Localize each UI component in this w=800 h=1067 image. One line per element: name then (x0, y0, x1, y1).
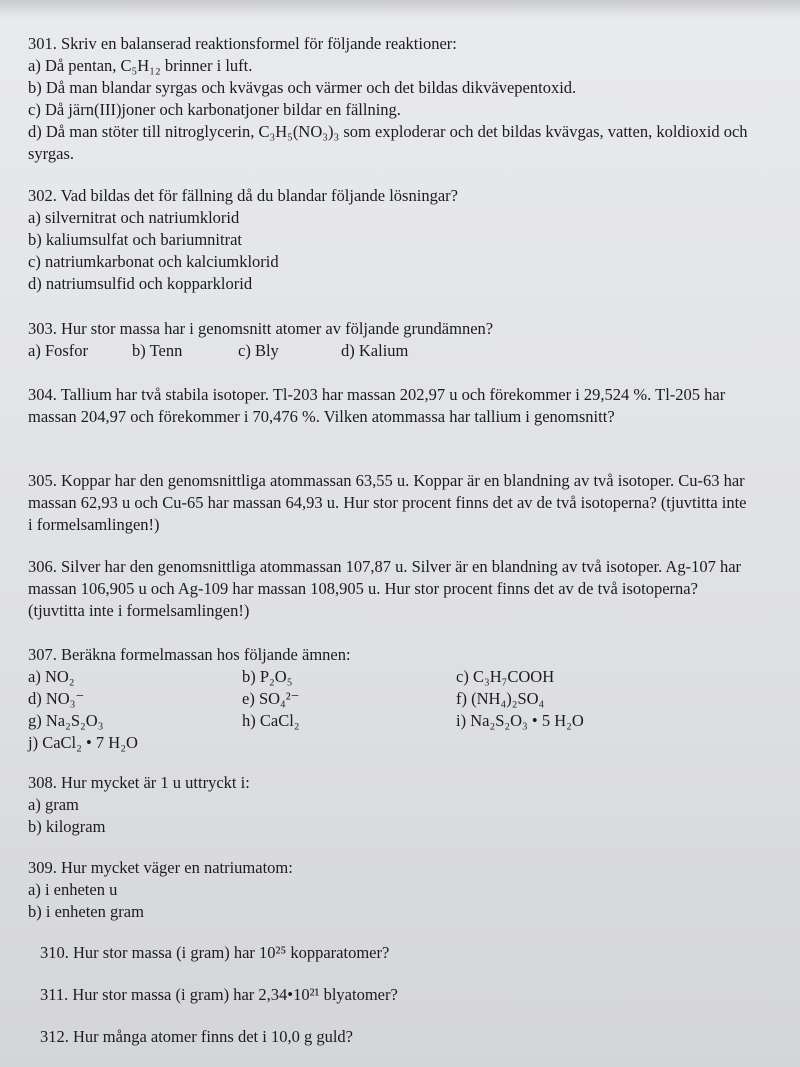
question-307-item: b) P₂O₅ (242, 667, 293, 686)
question-302 (28, 185, 752, 295)
question-304-text: 304. Tallium har två stabila isotoper. Tl-203 har massan 202,97 u och förekommer i 29,524 %. Tl-205 har massan 204,97 och förekommer i 70,476 %. Vilken atommassa har tallium i genomsnitt? (28, 385, 726, 426)
question-303-options (28, 340, 752, 362)
question-305-text: 305. Koppar har den genomsnittliga atommassan 63,55 u. Koppar är en blandning av två isotoper. Cu-63 har massan 62,93 u och Cu-65 har massan 64,93 u. Hur stor procent finns det av de två isotoperna? (tjuvtitta inte i formelsamlingen!) (28, 471, 747, 534)
question-303-b: b) Tenn (132, 341, 183, 360)
question-307-item: j) CaCl₂ • 7 H₂O (28, 733, 138, 752)
page-top-shadow (0, 0, 800, 18)
question-306 (28, 556, 752, 622)
question-308 (28, 772, 752, 838)
question-309-title: 309. Hur mycket väger en natriumatom: (28, 858, 293, 877)
question-311-text: 311. Hur stor massa (i gram) har 2,34•10²¹ blyatomer? (40, 985, 398, 1004)
question-307-items (28, 666, 752, 754)
question-303 (28, 318, 752, 362)
question-303-a: a) Fosfor (28, 341, 89, 360)
question-307-item: h) CaCl₂ (242, 711, 300, 730)
question-301-d: d) Då man stöter till nitroglycerin, C₃H₅(NO₃)₃ som exploderar och det bildas kvävgas, vatten, koldioxid och syrgas. (28, 122, 748, 163)
question-301-c: c) Då järn(III)joner och karbonatjoner bildar en fällning. (28, 100, 401, 119)
question-312 (40, 1026, 752, 1048)
question-303-title: 303. Hur stor massa har i genomsnitt atomer av följande grundämnen? (28, 319, 494, 338)
question-305 (28, 470, 752, 536)
question-312-text: 312. Hur många atomer finns det i 10,0 g guld? (40, 1027, 353, 1046)
question-306-text: 306. Silver har den genomsnittliga atommassan 107,87 u. Silver är en blandning av två isotoper. Ag-107 har massan 106,905 u och Ag-109 har massan 108,905 u. Hur stor procent finns det av de två isotoperna? (tjuvtitta inte i formelsamlingen!) (28, 557, 742, 620)
question-307-item: i) Na₂S₂O₃ • 5 H₂O (456, 711, 584, 730)
question-307-item: e) SO₄²⁻ (242, 689, 300, 708)
question-303-c: c) Bly (238, 341, 279, 360)
question-307-item: d) NO₃⁻ (28, 689, 85, 708)
question-311 (40, 984, 752, 1006)
question-308-b: b) kilogram (28, 817, 106, 836)
question-309 (28, 857, 752, 923)
question-310 (40, 942, 752, 964)
question-307 (28, 644, 752, 754)
question-303-d: d) Kalium (341, 341, 409, 360)
question-307-item: g) Na₂S₂O₃ (28, 711, 104, 730)
question-307-item: c) C₃H₇COOH (456, 667, 555, 686)
question-310-text: 310. Hur stor massa (i gram) har 10²⁵ kopparatomer? (40, 943, 390, 962)
question-302-b: b) kaliumsulfat och bariumnitrat (28, 230, 242, 249)
question-307-title: 307. Beräkna formelmassan hos följande ämnen: (28, 645, 351, 664)
question-302-c: c) natriumkarbonat och kalciumklorid (28, 252, 279, 271)
question-309-b: b) i enheten gram (28, 902, 144, 921)
question-302-d: d) natriumsulfid och kopparklorid (28, 274, 253, 293)
question-302-a: a) silvernitrat och natriumklorid (28, 208, 240, 227)
question-309-a: a) i enheten u (28, 880, 118, 899)
question-307-item: f) (NH₄)₂SO₄ (456, 689, 545, 708)
question-304 (28, 384, 752, 428)
question-301-title: 301. Skriv en balanserad reaktionsformel för följande reaktioner: (28, 34, 457, 53)
question-307-item: a) NO₂ (28, 667, 75, 686)
question-302-title: 302. Vad bildas det för fällning då du blandar följande lösningar? (28, 186, 458, 205)
question-301 (28, 33, 752, 165)
question-308-a: a) gram (28, 795, 79, 814)
question-308-title: 308. Hur mycket är 1 u uttryckt i: (28, 773, 250, 792)
question-301-a: a) Då pentan, C₅H₁₂ brinner i luft. (28, 56, 253, 75)
question-301-b: b) Då man blandar syrgas och kvävgas och värmer och det bildas dikvävepentoxid. (28, 78, 577, 97)
